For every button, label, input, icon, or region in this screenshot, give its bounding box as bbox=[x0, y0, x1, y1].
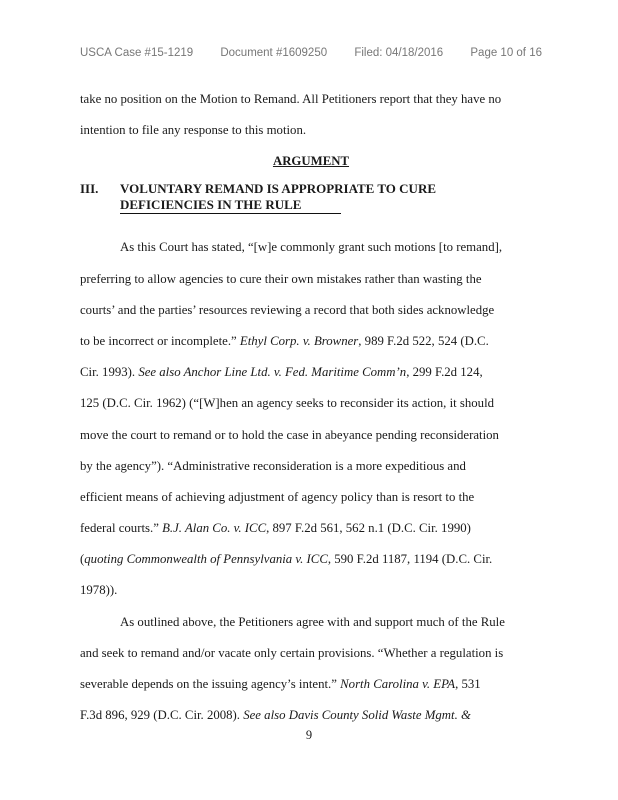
text-span: to be incorrect or incomplete.” bbox=[80, 333, 237, 348]
text-line: As this Court has stated, “[w]e commonly grant such motions [to remand], bbox=[120, 240, 503, 255]
section-number: III. bbox=[80, 181, 99, 197]
case-number: USCA Case #15-1219 bbox=[80, 47, 194, 59]
text-span: ( bbox=[80, 552, 85, 567]
text-line: courts’ and the parties’ resources reviewing a record that both sides acknowledge bbox=[80, 302, 495, 317]
citation: , 897 F.2d 561, 562 n.1 (D.C. Cir. 1990) bbox=[266, 521, 471, 536]
text-line: move the court to remand or to hold the case in abeyance pending reconsideration bbox=[80, 427, 499, 442]
text-line: 125 (D.C. Cir. 1962) (“[W]hen an agency seeks to reconsider its action, it should bbox=[80, 396, 495, 411]
document-number: Document #1609250 bbox=[220, 47, 328, 59]
text-span: federal courts.” bbox=[80, 521, 163, 536]
page-number: 9 bbox=[305, 728, 313, 742]
case-name: B.J. Alan Co. v. ICC bbox=[162, 521, 267, 536]
citation: , 299 F.2d 124, bbox=[406, 365, 483, 380]
text-line: by the agency”). “Administrative reconsideration is a more expeditious and bbox=[80, 458, 466, 473]
citation: , 590 F.2d 1187, 1194 (D.C. Cir. bbox=[327, 552, 493, 567]
section-title-line1: VOLUNTARY REMAND IS APPROPRIATE TO CURE bbox=[120, 181, 437, 197]
document-body bbox=[80, 89, 542, 736]
text-span: severable depends on the issuing agency’s intent.” bbox=[80, 677, 341, 691]
text-line: 1978)). bbox=[80, 583, 118, 598]
page-indicator: Page 10 of 16 bbox=[470, 47, 542, 59]
text-line bbox=[80, 549, 542, 580]
text-line: preferring to allow agencies to cure their own mistakes rather than wasting the bbox=[80, 271, 482, 286]
case-name: See also Anchor Line Ltd. v. Fed. Maritime Comm’n bbox=[138, 365, 407, 380]
argument-heading: ARGUMENT bbox=[272, 154, 350, 169]
case-name: See also Davis County Solid Waste Mgmt. & bbox=[243, 708, 471, 723]
text-line bbox=[80, 674, 542, 705]
text-span: Cir. 1993). bbox=[80, 365, 139, 380]
text-line: and seek to remand and/or vacate only certain provisions. “Whether a regulation is bbox=[80, 645, 504, 660]
section-heading bbox=[80, 177, 542, 237]
text-line bbox=[80, 331, 542, 362]
text-line: take no position on the Motion to Remand. All Petitioners report that they have no bbox=[80, 92, 502, 106]
citation: , 531 bbox=[455, 677, 481, 691]
text-span: F.3d 896, 929 (D.C. Cir. 2008). bbox=[80, 708, 244, 723]
text-line bbox=[80, 518, 542, 549]
case-name: North Carolina v. EPA bbox=[340, 677, 456, 691]
filed-date: Filed: 04/18/2016 bbox=[354, 47, 444, 59]
text-line: intention to file any response to this motion. bbox=[80, 123, 307, 138]
case-name: Ethyl Corp. v. Browner bbox=[239, 333, 359, 348]
citation: , 989 F.2d 522, 524 (D.C. bbox=[358, 333, 489, 348]
filing-header bbox=[80, 47, 542, 59]
section-title-line2: DEFICIENCIES IN THE RULE bbox=[120, 197, 341, 214]
text-line bbox=[80, 362, 542, 393]
case-name: quoting Commonwealth of Pennsylvania v. ICC bbox=[84, 552, 328, 567]
section-title bbox=[120, 181, 460, 214]
text-line: As outlined above, the Petitioners agree with and support much of the Rule bbox=[120, 614, 505, 629]
text-line: efficient means of achieving adjustment of agency policy than is resort to the bbox=[80, 489, 475, 504]
